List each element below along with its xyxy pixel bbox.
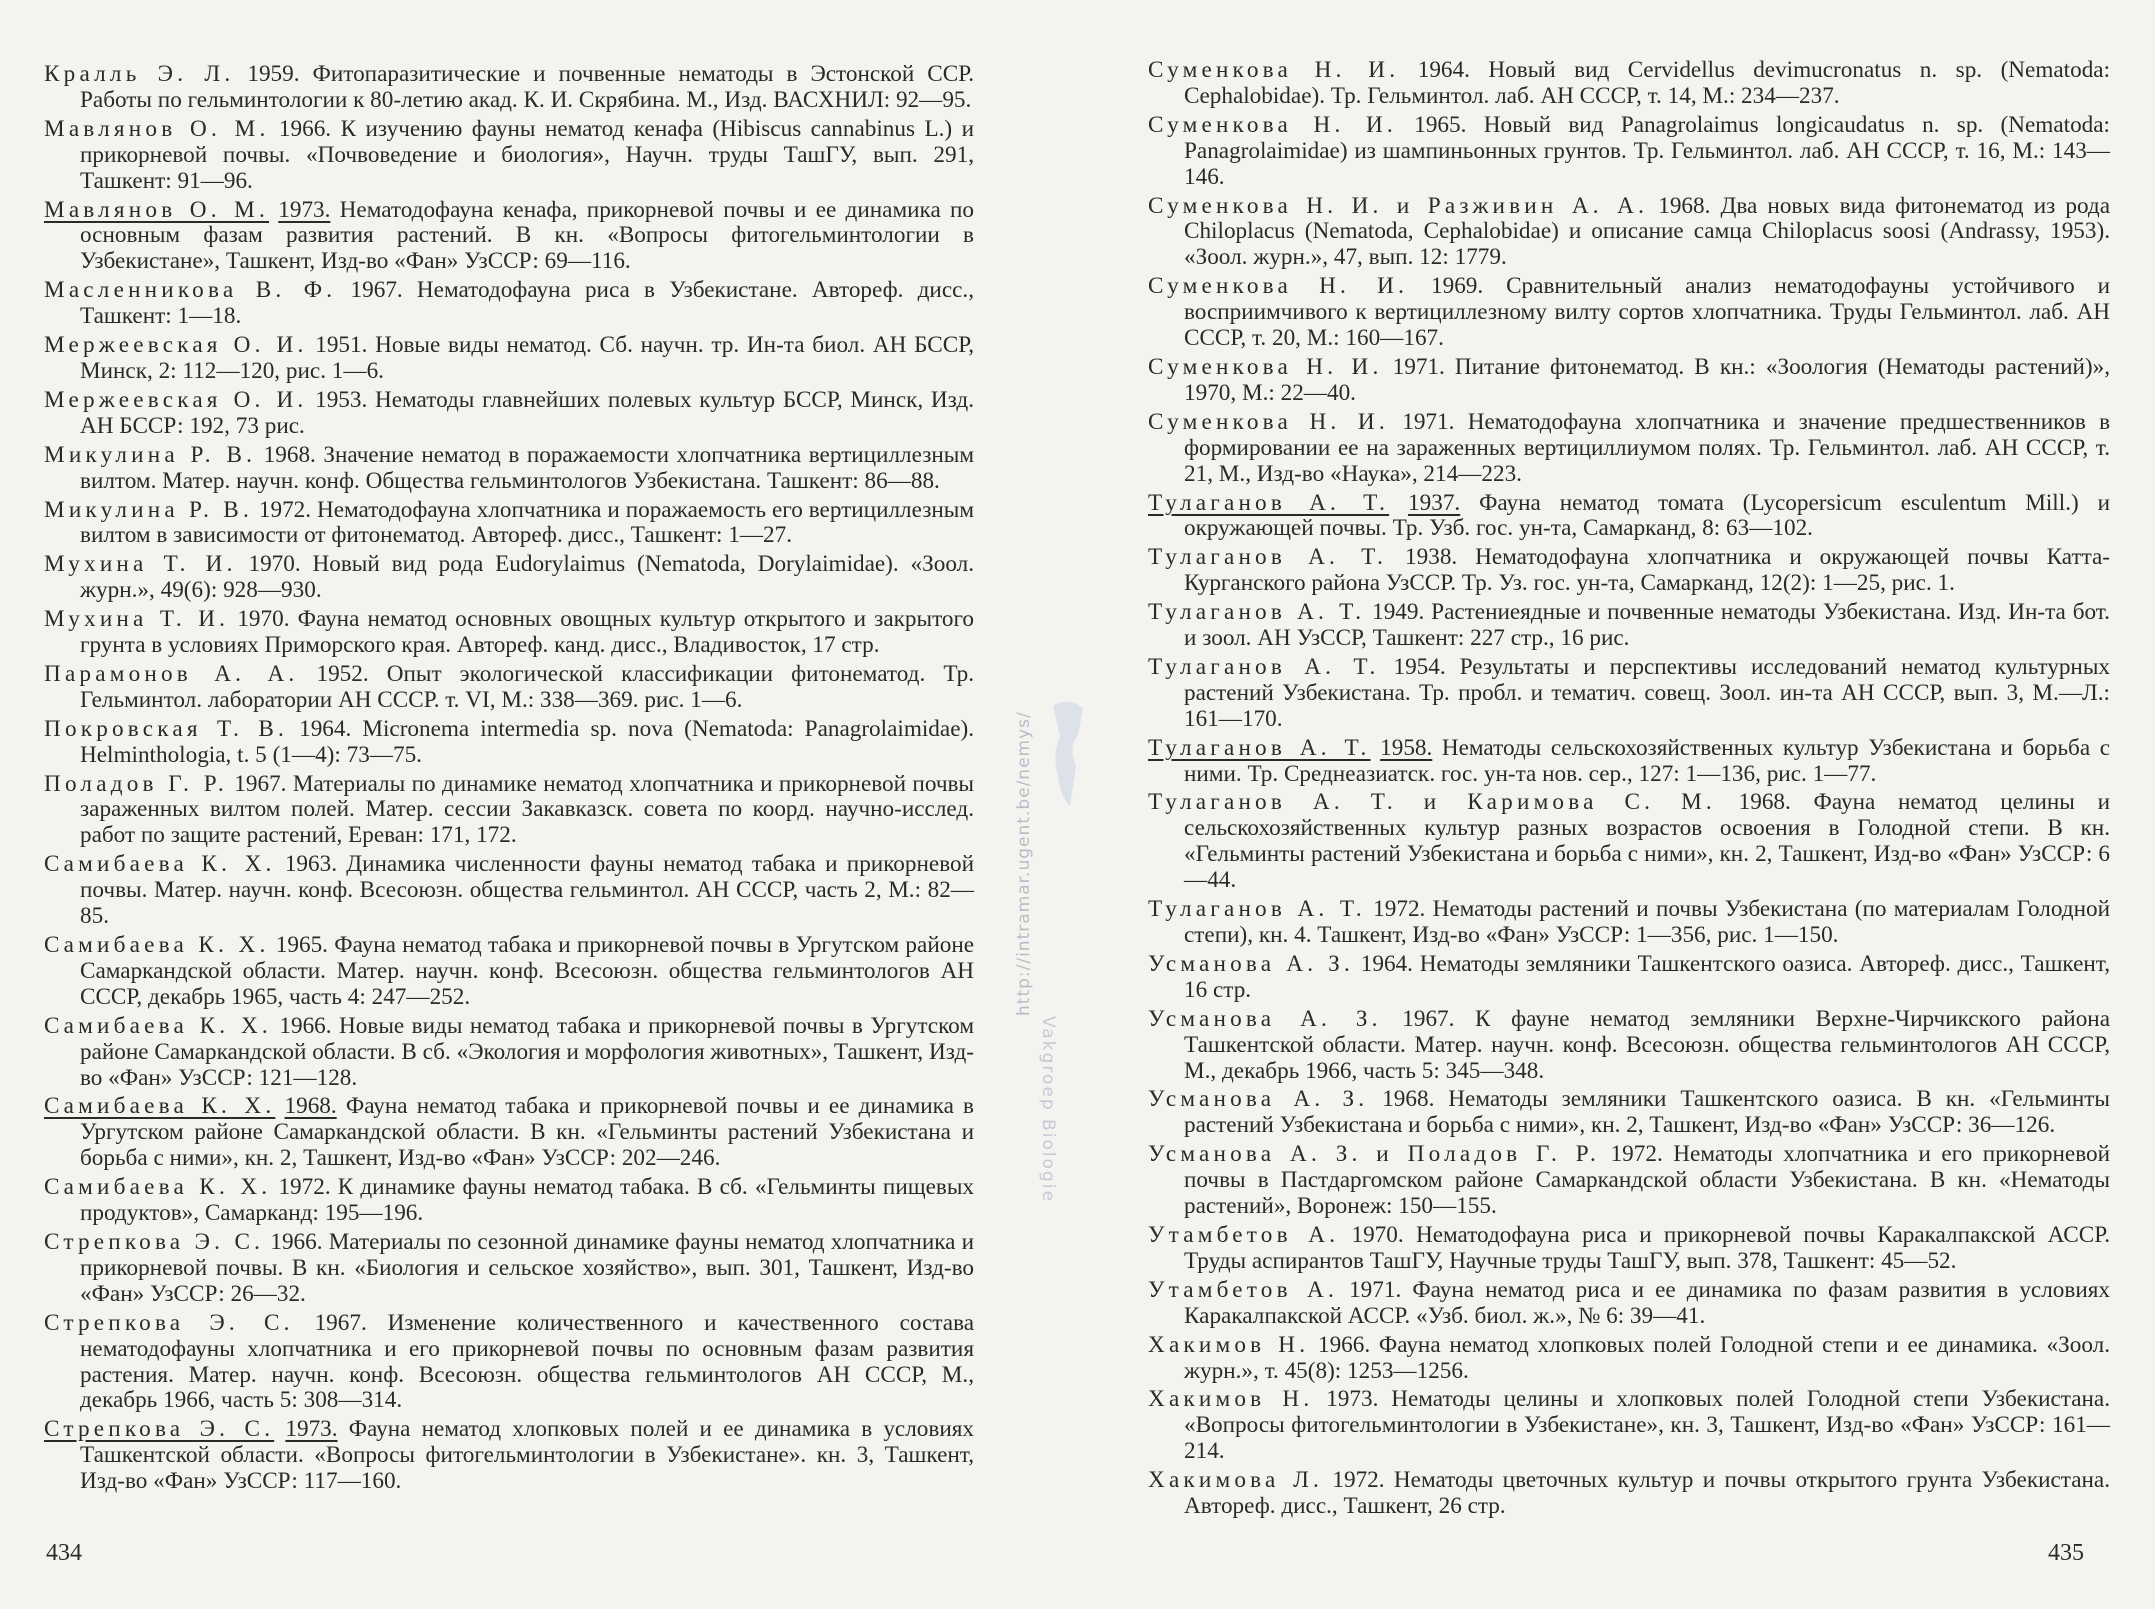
bibliography-entry xyxy=(1148,545,2110,597)
entry-author: Самибаева К. Х. xyxy=(44,1012,272,1039)
bibliography-entry xyxy=(44,388,974,440)
entry-year: 1973. xyxy=(278,196,331,223)
entry-author: Самибаева К. Х. xyxy=(44,932,270,958)
bibliography-entry xyxy=(44,662,974,714)
bibliography-column-left xyxy=(44,62,974,1498)
entry-text: Фауна нематод риса и ее динамика по фазам развития в условиях Каракалпакской АССР. «Узб. биол. ж.», № 6: 39—41. xyxy=(1184,1276,2110,1329)
bibliography-entry xyxy=(1148,58,2110,110)
watermark-label: Vakgroep Biologie xyxy=(1038,1016,1058,1203)
watermark-logo-icon xyxy=(1048,696,1088,816)
entry-year: 1972. xyxy=(1332,1467,1385,1494)
bibliography-entry xyxy=(1148,1007,2110,1085)
entry-year: 1968. xyxy=(1658,192,1711,219)
entry-year: 1967. xyxy=(350,277,403,304)
entry-year: 1967. xyxy=(234,770,287,797)
entry-author: Поладов Г. Р. xyxy=(44,770,228,797)
entry-year: 1949. xyxy=(1372,599,1425,626)
entry-text: Материалы по сезонной динамике фауны нематод хлопчатника и прикорневой почвы. В кн. «Биология и сельское хозяйство», вып. 301, Ташкент, Изд-во «Фан» УзССР: 26—32. xyxy=(80,1228,975,1307)
entry-year: 1959. xyxy=(247,61,300,87)
entry-year: 1966. xyxy=(279,1012,332,1039)
bibliography-entry xyxy=(44,1230,974,1308)
entry-year: 1970. xyxy=(1351,1221,1404,1248)
entry-text: Новый вид Panagrolaimus longicaudatus n. sp. (Nematoda: Panagrolaimidae) из шампиньонных грунтов. Тр. Гельминтол. лаб. АН СССР, т. 16, М.: 143—146. xyxy=(1184,111,2110,190)
bibliography-entry xyxy=(44,443,974,495)
entry-text: Фауна нематод табака и прикорневой почвы и ее динамика в Ургутском районе Самаркандской области. В кн. «Гельминты растений Узбекистана и борьба с ними», кн. 2, Ташкент, Изд-во «Фан» УзССР: 202—246. xyxy=(80,1093,975,1172)
entry-year: 1971. xyxy=(1402,408,1455,435)
bibliography-entry xyxy=(1148,1087,2110,1139)
bibliography-column-right xyxy=(1148,58,2110,1523)
entry-year: 1973. xyxy=(285,1416,338,1443)
entry-author: Тулаганов А. Т. xyxy=(1148,734,1371,761)
entry-year: 1968. xyxy=(1382,1086,1435,1113)
entry-year: 1966. xyxy=(1317,1331,1371,1358)
entry-text: Опыт экологической классификации фитонематод. Тр. Гельминтол. лаборатории АН СССР. т. VI, М.: 338—369. рис. 1—6. xyxy=(80,660,974,713)
watermark xyxy=(1010,636,1110,1203)
entry-year: 1938. xyxy=(1405,544,1458,571)
bibliography-entry xyxy=(44,607,974,659)
entry-author: Стрепкова Э. С. xyxy=(44,1416,275,1443)
bibliography-entry xyxy=(1148,1333,2110,1385)
entry-year: 1972. xyxy=(278,1174,331,1201)
entry-author: Усманова А. З. xyxy=(1148,1005,1382,1032)
page-number-left: 434 xyxy=(46,1540,82,1566)
bibliography-entry xyxy=(1148,410,2110,488)
entry-author: Покровская Т. В. xyxy=(44,715,289,742)
bibliography-entry xyxy=(1148,1387,2110,1465)
entry-text: К изучению фауны нематод кенафа (Hibiscus cannabinus L.) и прикорневой почвы. «Почвоведение и биология», Научн. труды ТашГУ, вып. 291, Ташкент: 91—96. xyxy=(80,115,975,194)
right-page xyxy=(1118,0,2155,1609)
entry-year: 1973. xyxy=(1326,1386,1379,1413)
entry-year: 1972. xyxy=(258,496,312,523)
bibliography-entry xyxy=(44,333,974,385)
bibliography-entry xyxy=(44,1175,974,1227)
entry-author: Тулаганов А. Т. xyxy=(1148,896,1366,923)
entry-text: Нематодофауна хлопчатника и поражаемость его вертициллезным вилтом в зависимости от фитонематод. Автореф. дисс., Ташкент: 1—27. xyxy=(80,496,975,549)
entry-year: 1964. xyxy=(1360,950,1413,977)
entry-author: Тулаганов А. Т. xyxy=(1148,544,1388,571)
entry-year: 1966. xyxy=(278,115,332,142)
entry-author: Микулина Р. В. xyxy=(44,441,257,468)
bibliography-entry xyxy=(44,278,974,330)
entry-text: Новые виды нематод табака и прикорневой почвы в Ургутском районе Самаркандской области. В сб. «Экология и морфология животных», Ташкент, Изд-во «Фан» УзССР: 121—128. xyxy=(80,1012,975,1091)
entry-author: Утамбетов А. xyxy=(1148,1221,1340,1248)
entry-year: 1968. xyxy=(284,1093,337,1120)
bibliography-entry xyxy=(44,1417,974,1495)
bibliography-entry xyxy=(44,117,974,195)
entry-text: Micronema intermedia sp. nova (Nematoda: Panagrolaimidae). Helminthologia, t. 5 (1—4): 73—75. xyxy=(80,715,975,768)
bibliography-entry xyxy=(44,772,974,850)
entry-author: Усманова А. З. и Поладов Г. Р. xyxy=(1148,1141,1600,1168)
entry-text: Новый вид рода Eudorylaimus (Nematoda, Dorylaimidae). «Зоол. журн.», 49(6): 928—930. xyxy=(80,551,975,604)
bibliography-entry xyxy=(1148,1278,2110,1330)
bibliography-entry xyxy=(1148,113,2110,191)
entry-text: Значение нематод в поражаемости хлопчатника вертициллезным вилтом. Матер. научн. конф. Общества гельминтологов Узбекистана. Ташкент: 86—88. xyxy=(80,441,975,494)
entry-text: Нематодофауна хлопчатника и окружающей почвы Катта-Курганского района УзССР. Тр. Уз. гос. ун-та, Самарканд, 12(2): 1—25, рис. 1. xyxy=(1184,544,2111,597)
entry-text: Нематодофауна риса в Узбекистане. Автореф. дисс., Ташкент: 1—18. xyxy=(80,277,975,330)
bibliography-entry xyxy=(1148,1142,2110,1220)
entry-author: Стрепкова Э. С. xyxy=(44,1228,265,1255)
entry-author: Масленникова В. Ф. xyxy=(44,277,337,304)
entry-year: 1970. xyxy=(248,551,301,578)
entry-text: Фауна нематод томата (Lycopersicum esculentum Mill.) и окружающей почвы. Тр. Узб. гос. ун-та, Самарканд, 8: 63—102. xyxy=(1184,489,2111,542)
bibliography-entry xyxy=(1148,655,2110,733)
entry-author: Хакимов Н. xyxy=(1148,1386,1314,1413)
entry-author: Суменкова Н. И. xyxy=(1148,111,1397,138)
entry-text: Материалы по динамике нематод хлопчатника и прикорневой почвы зараженных вилтом полей. Матер. сессии Закавказск. совета по коорд. научно-исслед. работ по защите растений, Ереван: 171, 172. xyxy=(80,770,975,849)
entry-text: Нематоды земляники Ташкентского оазиса. Автореф. дисс., Ташкент, 16 стр. xyxy=(1184,950,2110,1003)
bibliography-entry xyxy=(1148,1223,2110,1275)
entry-author: Мавлянов О. М. xyxy=(44,115,270,142)
entry-text: Сравнительный анализ нематодофауны устойчивого и восприимчивого к вертициллезному вилту сортов хлопчатника. Труды Гельминтол. лаб. АН СССР, т. 20, М.: 160—167. xyxy=(1184,273,2111,352)
left-page xyxy=(0,0,1000,1609)
bibliography-entry xyxy=(1148,491,2110,543)
entry-text: Результаты и перспективы исследований нематод культурных растений Узбекистана. Тр. пробл. и тематич. совещ. Зоол. ин-та АН СССР, вып. 3, М.—Л.: 161—170. xyxy=(1184,653,2110,732)
entry-year: 1968. xyxy=(1738,789,1791,816)
entry-author: Тулаганов А. Т. и Каримова С. М. xyxy=(1148,789,1716,816)
bibliography-entry xyxy=(1148,355,2110,407)
entry-text: К фауне нематод земляники Верхне-Чирчикского района Ташкентской области. Матер. научн. конф. Всесоюзн. общества гельминтологов АН СССР, М., декабрь 1966, часть 5: 345—348. xyxy=(1184,1005,2110,1084)
entry-text: К динамике фауны нематод табака. В сб. «Гельминты пищевых продуктов», Самарканд: 195—196. xyxy=(80,1174,975,1227)
bibliography-entry xyxy=(44,552,974,604)
entry-author: Самибаева К. Х. xyxy=(44,1093,276,1120)
entry-year: 1971. xyxy=(1349,1276,1402,1303)
entry-text: Фауна нематод основных овощных культур открытого и закрытого грунта в условиях Приморского края. Автореф. канд. дисс., Владивосток, 17 стр. xyxy=(80,606,975,659)
entry-year: 1958. xyxy=(1380,734,1433,761)
entry-author: Мухина Т. И. xyxy=(44,551,237,578)
entry-text: Фауна нематод целины и сельскохозяйственных культур разных возрастов освоения в Голодной степи. В кн. «Гельминты растений Узбекистана и борьба с ними», кн. 2, Ташкент, Изд-во «Фан» УзССР: 6—44. xyxy=(1184,789,2110,894)
entry-text: Нематодофауна риса и прикорневой почвы Каракалпакской АССР. Труды аспирантов ТашГУ, Научные труды ТашГУ, вып. 378, Ташкент: 45—52. xyxy=(1184,1221,2110,1274)
entry-year: 1970. xyxy=(237,606,290,633)
entry-author: Тулаганов А. Т. xyxy=(1148,599,1366,626)
entry-author: Тулаганов А. Т. xyxy=(1148,653,1380,680)
bibliography-entry xyxy=(44,933,974,1011)
entry-year: 1965. xyxy=(1414,111,1467,138)
bibliography-entry xyxy=(1148,736,2110,788)
entry-author: Суменкова Н. И. xyxy=(1148,408,1389,435)
entry-author: Парамонов А. А. xyxy=(44,660,299,687)
entry-author: Тулаганов А. Т. xyxy=(1148,489,1390,516)
entry-year: 1972. xyxy=(1373,896,1426,923)
entry-year: 1952. xyxy=(316,660,369,687)
bibliography-entry xyxy=(1148,194,2110,272)
bibliography-entry xyxy=(44,498,974,550)
entry-author: Суменкова Н. И. xyxy=(1148,273,1409,300)
entry-year: 1953. xyxy=(315,386,368,413)
entry-text: Нематоды целины и хлопковых полей Голодной степи Узбекистана. «Вопросы фитогельминтологии в Узбекистане», кн. 3, Ташкент, Изд-во «Фан» УзССР: 161—214. xyxy=(1184,1386,2110,1465)
entry-author: Суменкова Н. И. и Разживин А. А. xyxy=(1148,192,1649,219)
entry-text: Фитопаразитические и почвенные нематоды в Эстонской ССР. Работы по гельминтологии к 80-летию акад. К. И. Скрябина. М., Изд. ВАСХНИЛ: 92—95. xyxy=(80,61,975,113)
entry-author: Хакимова Л. xyxy=(1148,1467,1323,1494)
entry-author: Мержеевская О. И. xyxy=(44,386,308,413)
entry-author: Суменкова Н. И. xyxy=(1148,57,1400,83)
entry-year: 1969. xyxy=(1431,273,1484,300)
entry-text: Растениеядные и почвенные нематоды Узбекистана. Изд. Ин-та бот. и зоол. АН УзССР, Ташкент: 227 стр., 16 рис. xyxy=(1184,599,2110,652)
bibliography-entry xyxy=(1148,274,2110,352)
entry-author: Самибаева К. Х. xyxy=(44,851,276,878)
entry-year: 1951. xyxy=(315,332,368,359)
entry-text: Фауна нематод хлопковых полей Голодной степи и ее динамика. «Зоол. журн.», т. 45(8): 1253—1256. xyxy=(1184,1331,2111,1384)
bibliography-entry xyxy=(1148,1468,2110,1520)
entry-text: Фауна нематод табака и прикорневой почвы в Ургутском районе Самаркандской области. Матер. научн. конф. Всесоюзн. общества гельминтологов АН СССР, декабрь 1965, часть 4: 247—252. xyxy=(80,932,975,1010)
entry-text: Фауна нематод хлопковых полей и ее динамика в условиях Ташкентской области. «Вопросы фитогельминтологии в Узбекистане». кн. 3, Ташкент, Изд-во «Фан» УзССР: 117—160. xyxy=(80,1416,974,1495)
bibliography-entry xyxy=(44,717,974,769)
entry-author: Хакимов Н. xyxy=(1148,1331,1310,1358)
entry-author: Суменкова Н. И. xyxy=(1148,353,1383,380)
entry-year: 1954. xyxy=(1393,653,1446,680)
bibliography-entry xyxy=(44,1094,974,1172)
entry-author: Усманова А. З. xyxy=(1148,1086,1369,1113)
entry-text: Новый вид Cervidellus devimucronatus n. sp. (Nematoda: Cephalobidae). Тр. Гельминтол. лаб. АН СССР, т. 14, М.: 234—237. xyxy=(1184,57,2111,109)
entry-author: Стрепкова Э. С. xyxy=(44,1309,294,1336)
entry-year: 1967. xyxy=(314,1309,367,1336)
entry-text: Нематоды растений и почвы Узбекистана (по материалам Голодной степи), кн. 4. Ташкент, Изд-во «Фан» УзССР: 1—356, рис. 1—150. xyxy=(1184,896,2111,948)
entry-text: Нематоды цветочных культур и почвы открытого грунта Узбекистана. Автореф. дисс., Ташкент, 26 стр. xyxy=(1184,1467,2111,1520)
entry-author: Самибаева К. Х. xyxy=(44,1174,272,1201)
entry-year: 1937. xyxy=(1408,489,1461,516)
watermark-url: http://intramar.ugent.be/nemys/ xyxy=(1014,711,1034,1016)
bibliography-entry xyxy=(44,1311,974,1415)
entry-year: 1964. xyxy=(299,715,352,742)
entry-author: Утамбетов А. xyxy=(1148,1276,1338,1303)
bibliography-entry xyxy=(44,62,974,114)
entry-text: Новые виды нематод. Сб. научн. тр. Ин-та биол. АН БССР, Минск, 2: 112—120, рис. 1—6. xyxy=(80,332,974,384)
entry-year: 1964. xyxy=(1417,57,1470,83)
bibliography-entry xyxy=(1148,952,2110,1004)
entry-year: 1967. xyxy=(1402,1005,1455,1032)
entry-text: Динамика численности фауны нематод табака и прикорневой почвы. Матер. научн. конф. Всесоюзн. общества гельминтол. АН СССР, часть 2, М.: 82—85. xyxy=(80,851,974,930)
entry-text: Питание фитонематод. В кн.: «Зоология (Нематоды растений)», 1970, М.: 22—40. xyxy=(1184,353,2110,406)
bibliography-entry xyxy=(1148,790,2110,894)
entry-year: 1968. xyxy=(263,441,316,468)
entry-author: Усманова А. З. xyxy=(1148,950,1354,977)
entry-text: Два новых вида фитонематод из рода Chiloplacus (Nematoda, Cephalobidae) и описание самца Chiloplacus soosi (Andrassy, 1953). «Зоол. журн.», 47, вып. 12: 1779. xyxy=(1184,192,2111,271)
entry-text: Нематоды главнейших полевых культур БССР, Минск, Изд. АН БССР: 192, 73 рис. xyxy=(80,386,974,439)
entry-author: Мавлянов О. М. xyxy=(44,196,269,223)
bibliography-entry xyxy=(1148,600,2110,652)
entry-text: Нематоды сельскохозяйственных культур Узбекистана и борьба с ними. Тр. Среднеазиатск. гос. ун-та нов. сер., 127: 1—136, рис. 1—77. xyxy=(1184,734,2111,787)
entry-text: Нематодофауна кенафа, прикорневой почвы и ее динамика по основным фазам развития растений. В кн. «Вопросы фитогельминтологии в Узбекистане», Ташкент, Изд-во «Фан» УзССР: 69—116. xyxy=(80,196,974,275)
bibliography-entry xyxy=(1148,897,2110,949)
bibliography-entry xyxy=(44,198,974,276)
entry-year: 1971. xyxy=(1392,353,1445,380)
entry-year: 1963. xyxy=(284,851,337,878)
page-number-right: 435 xyxy=(2048,1540,2084,1566)
bibliography-entry xyxy=(44,1014,974,1092)
entry-year: 1966. xyxy=(270,1228,323,1255)
entry-text: Изменение количественного и качественного состава нематодофауны хлопчатника и его прикорневой почвы по основным фазам развития растения. Матер. научн. конф. Всесоюзн. общества гельминтологов АН СССР, М., декабрь 1966, часть 5: 308—314. xyxy=(80,1309,975,1414)
entry-author: Микулина Р. В. xyxy=(44,496,253,523)
entry-author: Мухина Т. И. xyxy=(44,606,230,633)
entry-year: 1972. xyxy=(1610,1141,1663,1168)
entry-author: Мержеевская О. И. xyxy=(44,332,308,359)
entry-author: Кралль Э. Л. xyxy=(44,61,235,87)
entry-text: Нематоды хлопчатника и его прикорневой почвы в Пастдаргомском районе Самаркандской области Узбекистана. В кн. «Нематоды растений», Воронеж: 150—155. xyxy=(1184,1141,2110,1220)
entry-text: Нематоды земляники Ташкентского оазиса. В кн. «Гельминты растений Узбекистана и борьба с ними», кн. 2, Ташкент, Изд-во «Фан» УзССР: 36—126. xyxy=(1184,1086,2110,1139)
entry-text: Нематодофауна хлопчатника и значение предшественников в формировании ее на зараженных вертициллиумом полях. Тр. Гельминтол. лаб. АН СССР, т. 21, М., Изд-во «Наука», 214—223. xyxy=(1184,408,2111,487)
bibliography-entry xyxy=(44,852,974,930)
entry-year: 1965. xyxy=(275,932,328,958)
